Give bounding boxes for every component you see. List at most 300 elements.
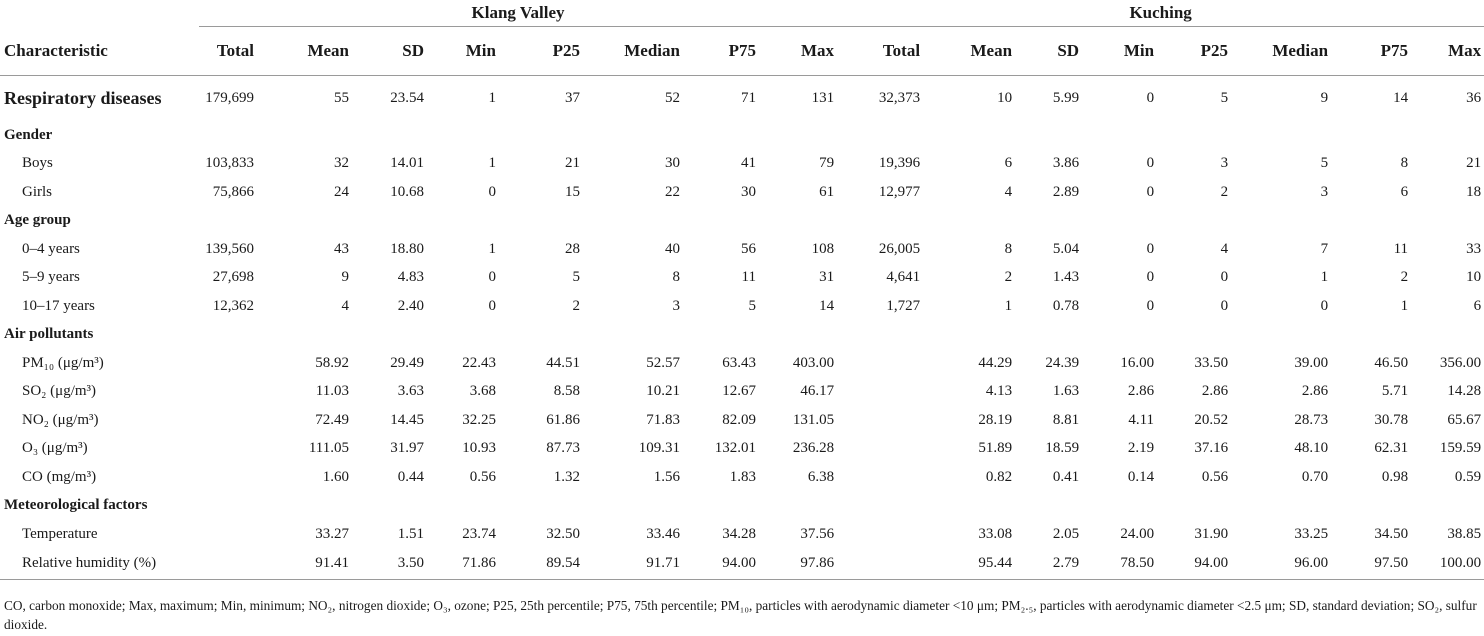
- table-cell: 10: [1466, 269, 1482, 286]
- table-cell: [199, 207, 265, 236]
- table-cell: 1: [1004, 297, 1013, 314]
- table-cell: 87.73: [546, 440, 580, 457]
- table-cell: 0.44: [397, 468, 424, 485]
- table-cell: 46.50: [1374, 354, 1409, 371]
- table-cell: 3: [1320, 183, 1329, 200]
- table-cell: 22.43: [462, 354, 496, 371]
- table-cell: 97.50: [1374, 555, 1409, 571]
- table-cell: [427, 207, 499, 236]
- table-cell: 4.83: [397, 269, 424, 286]
- table-cell: [1411, 321, 1484, 350]
- column-header-median: Median: [583, 27, 683, 76]
- table-cell: [265, 121, 352, 150]
- table-cell: 3.63: [397, 383, 424, 400]
- table-cell: 12.67: [722, 383, 756, 400]
- table-cell: 34.28: [722, 525, 756, 542]
- table-cell: [837, 321, 931, 350]
- table-cell: 94.00: [1194, 555, 1229, 571]
- group-header-row: [0, 0, 1484, 27]
- table-cell: [759, 121, 837, 150]
- table-cell: 8.81: [1052, 411, 1080, 428]
- table-cell: 21: [1466, 155, 1482, 172]
- table-cell: [583, 492, 683, 521]
- table-cell: [931, 121, 1015, 150]
- table-cell: 8: [1004, 240, 1013, 257]
- table-cell: [265, 492, 352, 521]
- table-cell: [199, 463, 265, 492]
- table-cell: [199, 406, 265, 435]
- table-cell: 109.31: [638, 440, 680, 457]
- table-cell: 2.86: [1201, 383, 1229, 400]
- table-cell: 11.03: [315, 383, 349, 400]
- table-cell: [352, 321, 427, 350]
- table-cell: 0.41: [1052, 468, 1080, 485]
- table-cell: [931, 492, 1015, 521]
- table-cell: [1411, 207, 1484, 236]
- table-cell: [499, 207, 583, 236]
- table-cell: 40: [665, 240, 680, 257]
- table-cell: 10.68: [390, 183, 424, 200]
- table-cell: 56: [741, 240, 756, 257]
- table-cell: 10.93: [462, 440, 496, 457]
- table-cell: 18.59: [1045, 440, 1080, 457]
- table-cell: [759, 321, 837, 350]
- table-cell: 32: [334, 155, 349, 172]
- table-row: [0, 178, 1484, 207]
- table-cell: 55: [334, 90, 349, 106]
- table-cell: [199, 378, 265, 407]
- table-cell: 32.25: [462, 411, 496, 428]
- table-cell: [199, 349, 265, 378]
- table-cell: 24.00: [1120, 525, 1155, 542]
- table-cell: [837, 549, 931, 580]
- table-cell: 179,699: [205, 90, 254, 106]
- table-cell: [1411, 492, 1484, 521]
- table-cell: [1331, 121, 1411, 150]
- table-cell: 97.86: [800, 555, 835, 571]
- table-cell: [499, 121, 583, 150]
- table-cell: 5: [1220, 90, 1229, 106]
- table-cell: 78.50: [1120, 555, 1155, 571]
- row-label: Air pollutants: [4, 326, 94, 343]
- column-header-mean: Mean: [931, 27, 1015, 76]
- table-cell: 0: [488, 297, 496, 314]
- table-cell: 26,005: [878, 240, 921, 257]
- table-cell: 24: [334, 183, 349, 200]
- column-header-sd: SD: [352, 27, 427, 76]
- table-cell: 30: [741, 183, 756, 200]
- table-cell: 11: [1393, 240, 1409, 257]
- table-row: [0, 264, 1484, 293]
- table-cell: 0: [1220, 269, 1229, 286]
- table-cell: 3: [1220, 155, 1229, 172]
- table-cell: [427, 492, 499, 521]
- column-header-row: [0, 27, 1484, 76]
- table-cell: [583, 321, 683, 350]
- table-cell: 0.14: [1127, 468, 1155, 485]
- table-cell: 34.50: [1374, 525, 1409, 542]
- table-cell: [199, 121, 265, 150]
- table-cell: 0: [1146, 155, 1155, 172]
- table-cell: 2.89: [1052, 183, 1080, 200]
- table-cell: 65.67: [1447, 411, 1482, 428]
- table-cell: 0.82: [985, 468, 1013, 485]
- table-cell: 71: [741, 90, 756, 106]
- table-cell: 2: [1220, 183, 1229, 200]
- table-cell: [931, 207, 1015, 236]
- table-cell: 7: [1320, 240, 1329, 257]
- table-cell: 16.00: [1120, 354, 1155, 371]
- row-label: 0–4 years: [22, 240, 80, 257]
- table-cell: 33.27: [315, 525, 349, 542]
- row-label: CO (mg/m³): [22, 468, 97, 485]
- table-cell: 9: [1320, 90, 1329, 106]
- row-label: PM₁₀ (μg/m³): [22, 354, 104, 371]
- row-label: Temperature: [22, 525, 98, 542]
- table-row: [0, 235, 1484, 264]
- table-cell: 0: [488, 269, 496, 286]
- table-row: [0, 406, 1484, 435]
- table-cell: [759, 207, 837, 236]
- table-cell: 2: [1004, 269, 1013, 286]
- table-cell: 30: [665, 155, 680, 172]
- table-cell: 14: [819, 297, 835, 314]
- row-label: Meteorological factors: [4, 497, 148, 514]
- table-cell: 4.11: [1128, 411, 1155, 428]
- table-cell: 72.49: [315, 411, 349, 428]
- table-cell: 22: [665, 183, 680, 200]
- table-cell: 14.01: [390, 155, 424, 172]
- table-cell: [352, 492, 427, 521]
- section-row: [0, 492, 1484, 521]
- table-cell: 100.00: [1439, 555, 1482, 571]
- table-cell: [1082, 207, 1157, 236]
- table-cell: 24.39: [1045, 354, 1080, 371]
- table-cell: 131.05: [792, 411, 835, 428]
- table-cell: 1.43: [1052, 269, 1080, 286]
- row-label: Respiratory diseases: [4, 88, 162, 108]
- table-cell: 0: [488, 183, 496, 200]
- column-header-p25: P25: [499, 27, 583, 76]
- table-cell: [199, 435, 265, 464]
- column-header-mean: Mean: [265, 27, 352, 76]
- column-header-characteristic: Characteristic: [0, 27, 199, 76]
- table-cell: 2: [572, 297, 580, 314]
- table-cell: 31.97: [390, 440, 424, 457]
- table-cell: 33.08: [978, 525, 1013, 542]
- table-cell: [1015, 207, 1082, 236]
- table-cell: 33: [1466, 240, 1482, 257]
- section-row: [0, 207, 1484, 236]
- table-cell: 8: [672, 269, 680, 286]
- table-cell: [837, 121, 931, 150]
- table-cell: [683, 321, 759, 350]
- table-cell: 12,977: [878, 183, 921, 200]
- table-cell: 0: [1146, 183, 1155, 200]
- table-cell: 4: [1220, 240, 1229, 257]
- row-label: SO₂ (μg/m³): [22, 383, 97, 400]
- table-cell: 51.89: [978, 440, 1013, 457]
- table-cell: 2.40: [397, 297, 424, 314]
- table-cell: 27,698: [212, 269, 254, 286]
- table-cell: 10: [997, 90, 1013, 106]
- table-cell: 14: [1393, 90, 1409, 106]
- table-cell: [1015, 321, 1082, 350]
- table-cell: 43: [334, 240, 349, 257]
- table-cell: 0.78: [1052, 297, 1080, 314]
- table-cell: 52.57: [646, 354, 680, 371]
- table-cell: 48.10: [1294, 440, 1329, 457]
- table-cell: 2.05: [1052, 525, 1080, 542]
- table-cell: 103,833: [205, 155, 254, 172]
- column-header-min: Min: [1082, 27, 1157, 76]
- table-cell: [1015, 492, 1082, 521]
- table-cell: 38.85: [1447, 525, 1482, 542]
- table-cell: [199, 321, 265, 350]
- table-cell: 39.00: [1294, 354, 1329, 371]
- table-cell: [1157, 121, 1231, 150]
- table-cell: 159.59: [1439, 440, 1482, 457]
- table-cell: 132.01: [714, 440, 756, 457]
- table-cell: [199, 549, 265, 580]
- table-cell: 0.56: [1201, 468, 1229, 485]
- table-cell: 0: [1146, 269, 1155, 286]
- table-cell: [1231, 321, 1331, 350]
- table-cell: 32.50: [546, 525, 580, 542]
- column-header-p75: P75: [683, 27, 759, 76]
- table-cell: 6: [1473, 297, 1482, 314]
- table-cell: 1: [488, 240, 496, 257]
- row-label: O₃ (μg/m³): [22, 440, 88, 457]
- table-cell: 2.86: [1301, 383, 1329, 400]
- table-cell: 96.00: [1294, 555, 1329, 571]
- table-cell: 23.74: [462, 525, 496, 542]
- column-header-total: Total: [199, 27, 265, 76]
- table-cell: 0: [1146, 240, 1155, 257]
- table-cell: 37.16: [1194, 440, 1229, 457]
- table-cell: 28.19: [978, 411, 1013, 428]
- table-cell: 6: [1004, 155, 1013, 172]
- row-label: Relative humidity (%): [22, 555, 157, 571]
- section-row: [0, 321, 1484, 350]
- table-cell: [1331, 207, 1411, 236]
- table-cell: [1157, 321, 1231, 350]
- table-cell: 95.44: [978, 555, 1013, 571]
- table-cell: 8.58: [553, 383, 580, 400]
- table-cell: 41: [741, 155, 756, 172]
- table-cell: [683, 492, 759, 521]
- table-row: [0, 378, 1484, 407]
- table-cell: 71.83: [646, 411, 680, 428]
- table-cell: 1.56: [653, 468, 680, 485]
- table-cell: [931, 321, 1015, 350]
- table-cell: 89.54: [546, 555, 580, 571]
- table-cell: 6: [1400, 183, 1409, 200]
- table-cell: 108: [811, 240, 835, 257]
- column-header-total: Total: [837, 27, 931, 76]
- table-cell: 9: [341, 269, 349, 286]
- table-cell: 2.79: [1052, 555, 1080, 571]
- column-header-min: Min: [427, 27, 499, 76]
- table-row: [0, 435, 1484, 464]
- table-cell: [1082, 121, 1157, 150]
- table-cell: 5: [572, 269, 580, 286]
- table-cell: 28: [565, 240, 580, 257]
- table-body: [0, 76, 1484, 580]
- table-cell: 11: [741, 269, 756, 286]
- table-cell: 91.71: [646, 555, 680, 571]
- table-cell: [837, 349, 931, 378]
- table-cell: 23.54: [390, 90, 424, 106]
- table-cell: [1231, 492, 1331, 521]
- table-cell: [837, 463, 931, 492]
- table-cell: [1082, 321, 1157, 350]
- table-cell: 18: [1466, 183, 1482, 200]
- table-cell: 1.60: [322, 468, 349, 485]
- table-cell: 111.05: [308, 440, 349, 457]
- table-cell: 31: [819, 269, 835, 286]
- table-cell: 5.99: [1052, 90, 1080, 106]
- table-cell: [837, 406, 931, 435]
- table-cell: [265, 321, 352, 350]
- table-cell: 28.73: [1294, 411, 1329, 428]
- table-cell: [683, 121, 759, 150]
- table-row: [0, 76, 1484, 122]
- table-cell: 3.86: [1052, 155, 1080, 172]
- table-cell: [199, 492, 265, 521]
- table-cell: 1.32: [553, 468, 580, 485]
- table-cell: 1,727: [886, 297, 921, 314]
- column-header-sd: SD: [1015, 27, 1082, 76]
- table-cell: [1082, 492, 1157, 521]
- table-cell: 6.38: [807, 468, 835, 485]
- table-cell: 61.86: [546, 411, 580, 428]
- table-cell: [1331, 321, 1411, 350]
- table-cell: [583, 121, 683, 150]
- table-cell: 79: [819, 155, 835, 172]
- table-row: [0, 292, 1484, 321]
- table-cell: 5.04: [1052, 240, 1080, 257]
- table-cell: 31.90: [1194, 525, 1229, 542]
- table-cell: 37: [565, 90, 580, 106]
- table-cell: [1411, 121, 1484, 150]
- table-cell: 19,396: [878, 155, 921, 172]
- table-cell: [1157, 492, 1231, 521]
- table-cell: 32,373: [878, 90, 921, 106]
- column-header-max: Max: [759, 27, 837, 76]
- table-cell: [199, 520, 265, 549]
- table-row: [0, 463, 1484, 492]
- table-cell: 0: [1146, 90, 1155, 106]
- table-cell: [352, 207, 427, 236]
- table-row: [0, 150, 1484, 179]
- table-cell: 33.46: [646, 525, 680, 542]
- table-cell: 15: [565, 183, 580, 200]
- section-row: [0, 121, 1484, 150]
- column-header-p25: P25: [1157, 27, 1231, 76]
- table-cell: 0.70: [1301, 468, 1329, 485]
- group-header-klang-valley: Klang Valley: [199, 0, 837, 27]
- table-cell: 21: [565, 155, 580, 172]
- table-cell: [352, 121, 427, 150]
- table-cell: [759, 492, 837, 521]
- row-label: 5–9 years: [22, 269, 80, 286]
- table-cell: 2: [1400, 269, 1409, 286]
- table-cell: 33.25: [1294, 525, 1329, 542]
- table-cell: 0.98: [1381, 468, 1409, 485]
- table-cell: 5.71: [1381, 383, 1409, 400]
- table-cell: 14.28: [1447, 383, 1482, 400]
- row-label: 10–17 years: [22, 297, 95, 314]
- table-cell: 5: [1320, 155, 1329, 172]
- table-cell: 0: [1146, 297, 1155, 314]
- table-cell: 1.83: [729, 468, 756, 485]
- table-cell: 0: [1320, 297, 1329, 314]
- table-cell: 4: [1004, 183, 1013, 200]
- table-cell: 1.63: [1052, 383, 1080, 400]
- group-header-blank: [0, 0, 199, 27]
- table-cell: [427, 321, 499, 350]
- table-cell: [837, 492, 931, 521]
- column-header-max: Max: [1411, 27, 1484, 76]
- table-cell: 75,866: [212, 183, 254, 200]
- table-cell: [427, 121, 499, 150]
- table-cell: 82.09: [722, 411, 756, 428]
- table-cell: 0.59: [1454, 468, 1482, 485]
- table-cell: 33.50: [1194, 354, 1229, 371]
- table-cell: 18.80: [390, 240, 424, 257]
- table-cell: 236.28: [792, 440, 835, 457]
- table-cell: 3.50: [397, 555, 424, 571]
- table-cell: 63.43: [722, 354, 756, 371]
- column-header-p75: P75: [1331, 27, 1411, 76]
- row-label: NO₂ (μg/m³): [22, 411, 99, 428]
- table-cell: 2.86: [1127, 383, 1155, 400]
- table-cell: 36: [1466, 90, 1482, 106]
- table-cell: 4,641: [886, 269, 921, 286]
- table-cell: 44.51: [546, 354, 580, 371]
- table-cell: [1157, 207, 1231, 236]
- table-cell: 91.41: [315, 555, 349, 571]
- table-cell: 1.51: [397, 525, 424, 542]
- table-row: [0, 520, 1484, 549]
- table-cell: 62.31: [1374, 440, 1409, 457]
- table-cell: 71.86: [462, 555, 496, 571]
- table-cell: 94.00: [722, 555, 756, 571]
- row-label: Girls: [22, 183, 52, 200]
- table-cell: 61: [819, 183, 835, 200]
- table-cell: [499, 321, 583, 350]
- table-cell: [683, 207, 759, 236]
- table-cell: [583, 207, 683, 236]
- table-cell: 131: [811, 90, 835, 106]
- table-cell: 1: [1400, 297, 1409, 314]
- table-cell: 20.52: [1194, 411, 1229, 428]
- table-cell: 5: [748, 297, 756, 314]
- table-cell: 8: [1400, 155, 1409, 172]
- table-cell: 3.68: [469, 383, 496, 400]
- table-cell: 3: [672, 297, 680, 314]
- table-cell: [1015, 121, 1082, 150]
- table-cell: 356.00: [1439, 354, 1482, 371]
- table-cell: 10.21: [646, 383, 680, 400]
- table-cell: 37.56: [800, 525, 835, 542]
- table-cell: [1231, 207, 1331, 236]
- table-cell: [837, 435, 931, 464]
- table-cell: 46.17: [800, 383, 835, 400]
- table-cell: [837, 378, 931, 407]
- table-cell: 139,560: [205, 240, 254, 257]
